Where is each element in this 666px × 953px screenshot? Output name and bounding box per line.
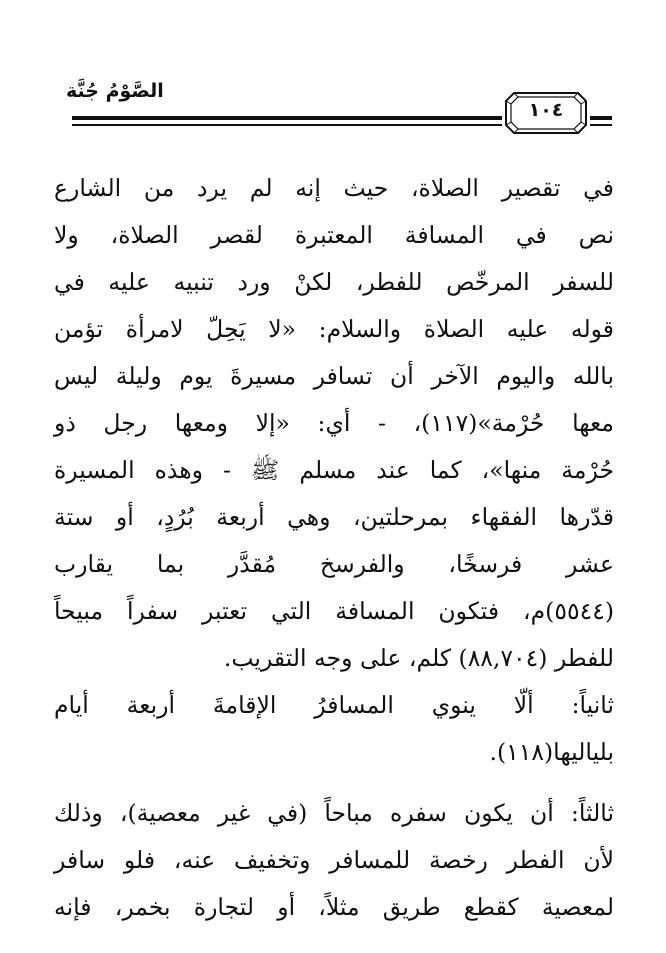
text-line: في تقصير الصلاة، حيث إنه لم يرد من الشارع <box>54 174 614 202</box>
book-title: الصَّوْمُ جُنَّة <box>66 80 164 102</box>
header-rule-short-thin <box>590 124 612 126</box>
header-rule-thick <box>72 116 502 120</box>
text-line: للسفر المرخّص للفطر، لكنْ ورد تنبيه عليه في <box>54 268 614 296</box>
text-line: بالله واليوم الآخر أن تسافر مسيرةَ يوم وليلة ليس <box>54 362 614 390</box>
text-line: معها حُرْمة»(١١٧)، - أي: «إلا ومعها رجل ذو <box>54 409 614 437</box>
text-line: ثانياً: ألّا ينوي المسافرُ الإقامةَ أربعة أيام <box>54 691 614 719</box>
header-rule-short-thick <box>590 116 612 120</box>
text-line: عشر فرسخًا، والفرسخ مُقدَّر بما يقارب <box>54 550 614 578</box>
text-line: لمعصية كقطع طريق مثلاً، أو لتجارة بخمر، فإنه <box>54 893 614 921</box>
page-number: ١٠٤ <box>528 99 564 121</box>
text-line: قوله عليه الصلاة والسلام: «لا يَحِلّ لامرأة تؤمن <box>54 315 614 343</box>
paragraph-gap <box>54 776 614 790</box>
running-header <box>62 72 610 132</box>
text-line: لأن الفطر رخصة للمسافر وتخفيف عنه، فلو سافر <box>54 846 614 874</box>
page-number-frame <box>504 89 588 137</box>
header-rule-thin <box>72 124 502 126</box>
body-text <box>54 165 614 931</box>
text-line: للفطر (٨٨,٧٠٤) كلم، على وجه التقريب. <box>223 644 614 672</box>
text-line: حُرْمة منها»، كما عند مسلم ﷺ - وهذه المسيرة <box>54 456 614 484</box>
text-line: (٥٥٤٤)م، فتكون المسافة التي تعتبر سفراً مبيحاً <box>54 597 614 625</box>
text-line: قدّرها الفقهاء بمرحلتين، وهي أربعة بُرُدٍ، أو ستة <box>54 503 614 531</box>
text-line: نص في المسافة المعتبرة لقصر الصلاة، ولا <box>54 221 614 249</box>
text-line: بلياليها(١١٨). <box>489 738 614 766</box>
text-line: ثالثاً: أن يكون سفره مباحاً (في غير معصية)، وذلك <box>54 799 614 827</box>
